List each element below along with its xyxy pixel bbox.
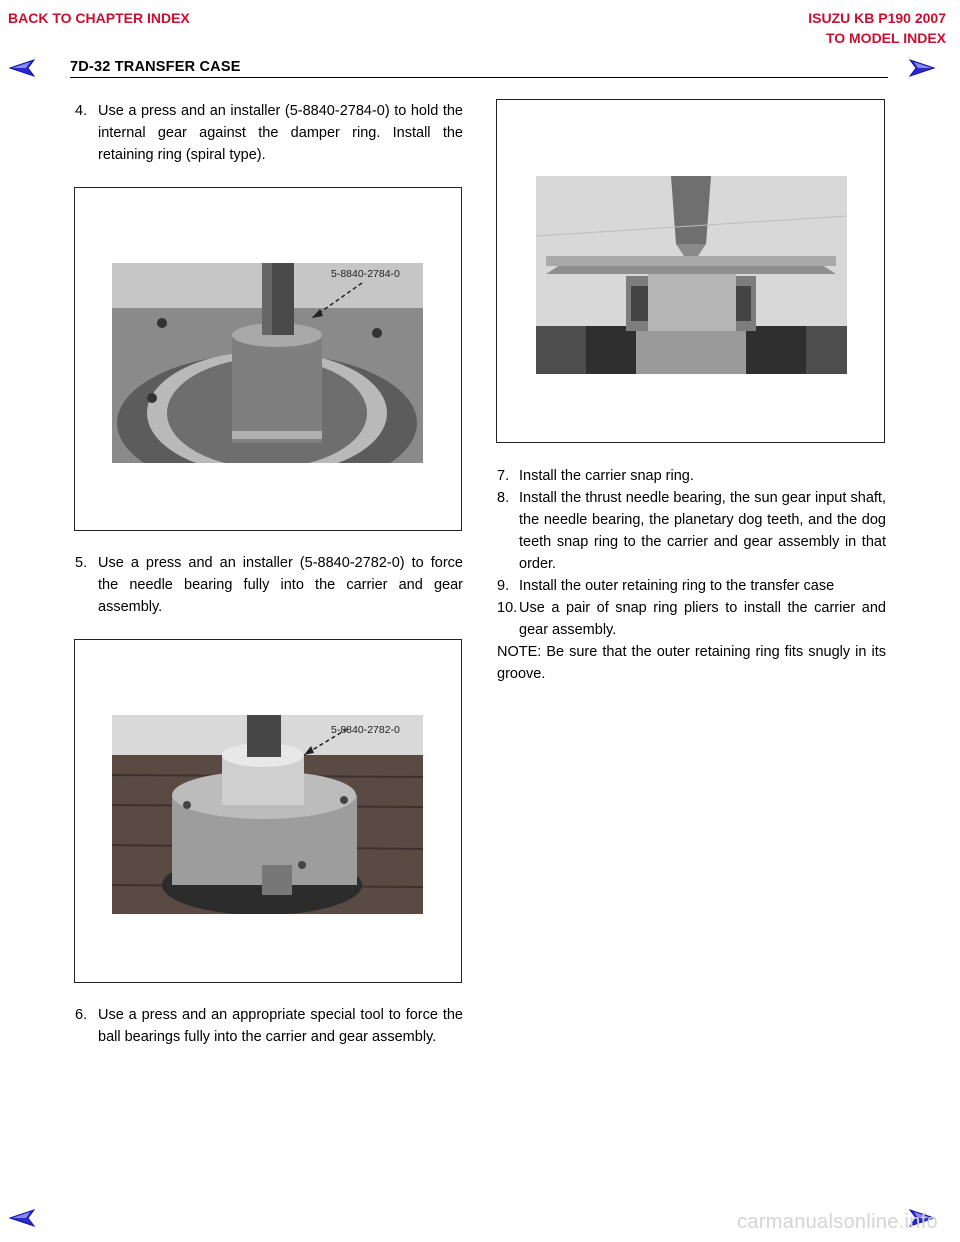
page-header: 7D-32 TRANSFER CASE [70, 59, 241, 75]
photo-press-needle-bearing [112, 715, 423, 914]
to-model-index-link[interactable]: TO MODEL INDEX [825, 30, 946, 46]
photo-press-internal-gear [112, 263, 423, 463]
figure-installer-2784 [74, 187, 462, 531]
step-number: 9. [497, 578, 510, 594]
tool-callout-label: 5-8840-2782-0 [331, 724, 400, 736]
step-number: 8. [497, 490, 510, 506]
step-text: Use a press and an installer (5-8840-2782-0) to force the needle bearing fully into the carrier and gear assembly. [98, 555, 463, 615]
step-10 [497, 597, 886, 641]
step-text: Use a press and an appropriate special tool to force the ball bearings fully into the carrier and gear assembly. [98, 1007, 463, 1045]
step-8 [497, 487, 886, 575]
step-number: 7. [497, 468, 510, 484]
step-text: Use a pair of snap ring pliers to install the carrier and gear assembly. [519, 600, 886, 638]
step-text: Install the outer retaining ring to the transfer case [519, 578, 835, 594]
step-6 [75, 1004, 463, 1048]
header-rule [70, 77, 888, 78]
step-number: 10. [497, 600, 518, 616]
step-text: Use a press and an installer (5-8840-2784-0) to hold the internal gear against the damper ring. Install the retaining ring (spiral type). [98, 103, 463, 163]
figure-ball-bearings-press [496, 99, 885, 443]
step-number: 5. [75, 555, 88, 571]
step-number: 6. [75, 1007, 88, 1023]
step-4 [75, 100, 463, 166]
tool-callout-label: 5-8840-2784-0 [331, 268, 400, 280]
step-7 [497, 465, 886, 487]
photo-press-ball-bearings [536, 176, 847, 374]
step-text: Install the thrust needle bearing, the sun gear input shaft, the needle bearing, the planetary dog teeth, and the dog teeth snap ring to the carrier and gear assembly in that order. [519, 490, 886, 572]
step-5 [75, 552, 463, 618]
watermark: carmanualsonline.info [737, 1211, 938, 1233]
step-number: 4. [75, 103, 88, 119]
next-page-arrow-icon[interactable] [908, 58, 936, 78]
note-text: NOTE: Be sure that the outer retaining ring fits snugly in its groove. [497, 644, 886, 682]
back-to-chapter-index-link[interactable]: BACK TO CHAPTER INDEX [8, 10, 190, 26]
step-9 [497, 575, 886, 597]
figure-installer-2782 [74, 639, 462, 983]
model-title: ISUZU KB P190 2007 [808, 10, 946, 26]
step-text: Install the carrier snap ring. [519, 468, 694, 484]
previous-page-arrow-icon[interactable] [8, 58, 36, 78]
previous-page-arrow-bottom-icon[interactable] [8, 1208, 36, 1228]
